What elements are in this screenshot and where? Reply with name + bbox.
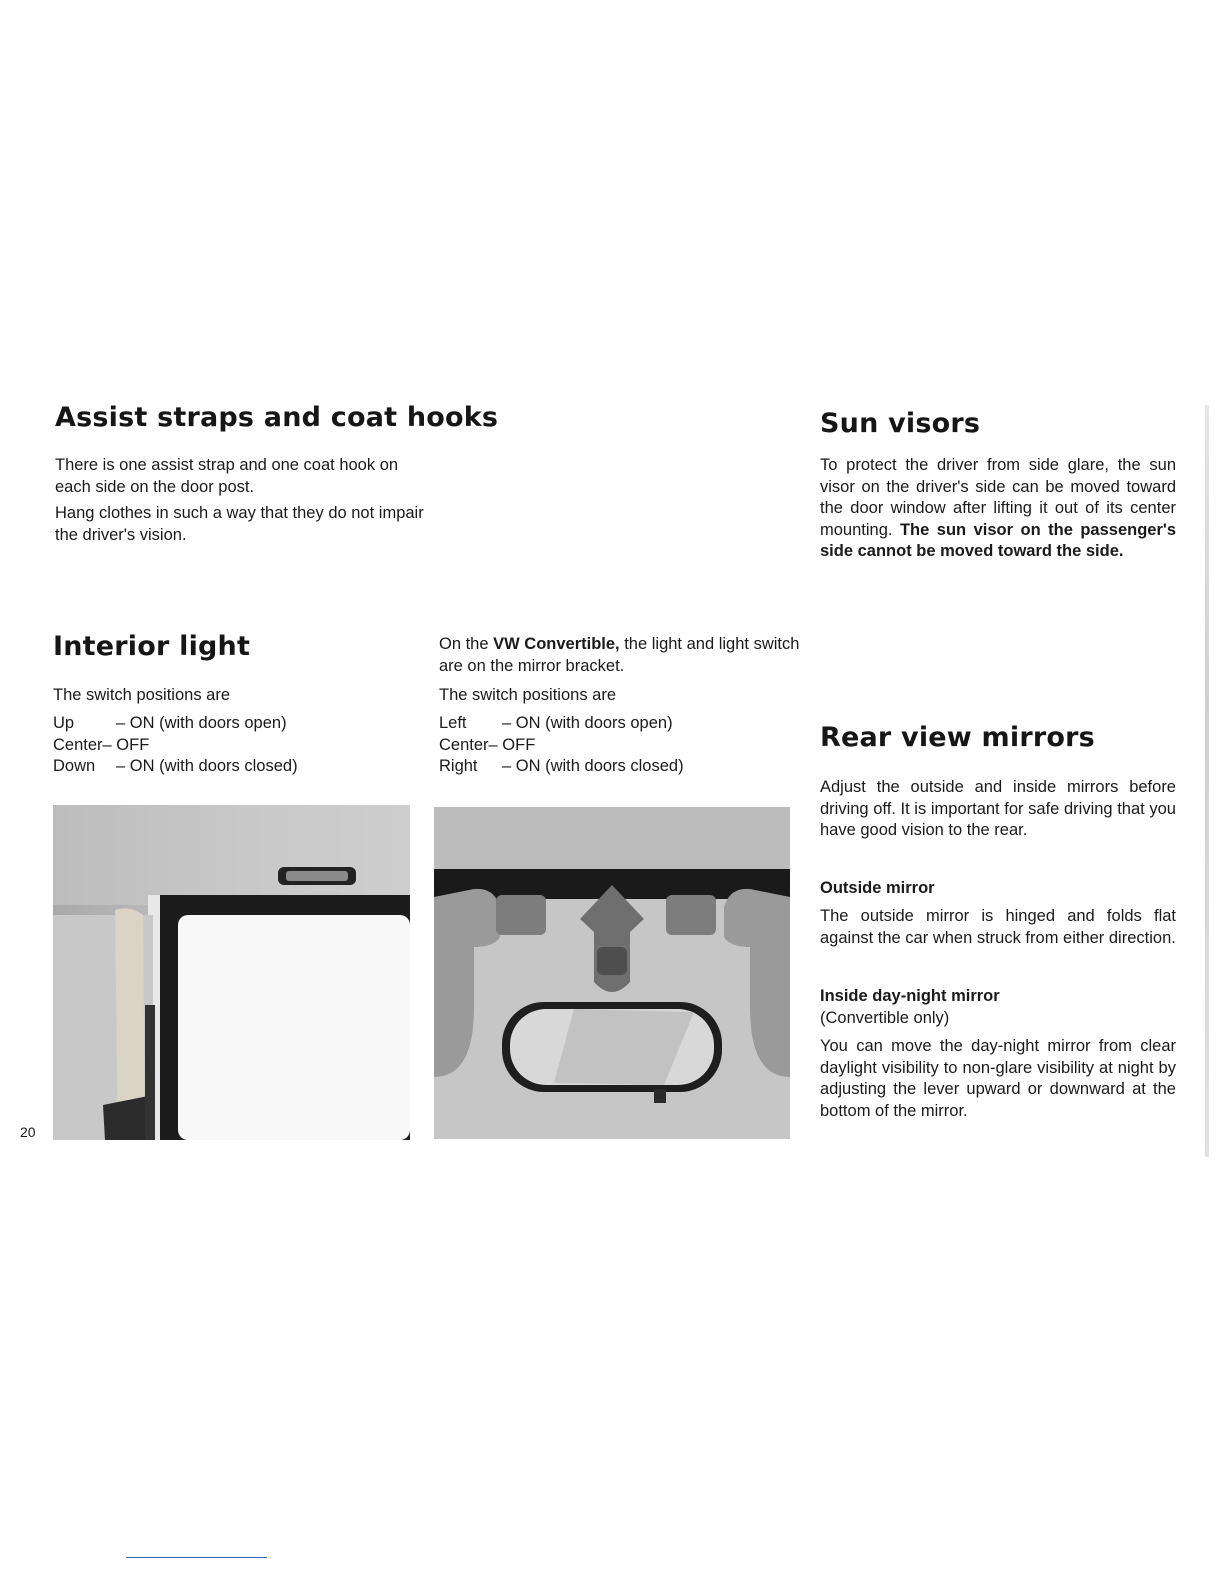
switch-position: Up (53, 714, 75, 732)
convertible-intro-text: On the (439, 635, 494, 653)
page-number: 20 (20, 1124, 36, 1140)
inside-mirror-subtitle: (Convertible only) (820, 1009, 950, 1027)
sun-visors-paragraph (820, 455, 1176, 563)
convertible-intro-text: the light and light switch are on the mirror bracket. (439, 635, 800, 675)
mirrors-paragraph: Adjust the outside and inside mirrors before driving off. It is important for safe driving that you have good vision to the rear. (820, 778, 1176, 839)
switch-position: Right (439, 757, 478, 775)
assist-heading: Assist straps and coat hooks (55, 402, 499, 433)
interior-switch-row (53, 713, 298, 735)
switch-state: – ON (with doors closed) (116, 757, 298, 775)
convertible-switch-row (439, 756, 684, 778)
switch-state: – OFF (488, 735, 536, 754)
switch-position: Left (439, 714, 467, 732)
page-edge-shadow (1205, 405, 1209, 1157)
switch-state: – ON (with doors closed) (502, 757, 684, 775)
switch-position: Center (439, 735, 489, 754)
switch-position: Center (53, 735, 103, 754)
assist-paragraph-2: Hang clothes in such a way that they do not impair the driver's vision. (55, 504, 424, 544)
interior-switch-row (53, 756, 298, 778)
mirrors-heading: Rear view mirrors (820, 722, 1095, 753)
interior-light-heading: Interior light (53, 631, 251, 662)
mirror-bracket-photo (434, 807, 790, 1139)
interior-switch-intro: The switch positions are (53, 686, 230, 704)
convertible-intro (439, 634, 809, 677)
outside-mirror-paragraph: The outside mirror is hinged and folds flat against the car when struck from either direction. (820, 907, 1176, 947)
convertible-switch-list (439, 713, 684, 778)
inside-mirror-paragraph: You can move the day-night mirror from clear daylight visibility to non-glare visibility at night by adjusting the lever upward or downward at the bottom of the mirror. (820, 1037, 1176, 1120)
outside-mirror-heading: Outside mirror (820, 879, 935, 897)
door-post-photo (53, 805, 410, 1140)
switch-position: Down (53, 757, 96, 775)
assist-paragraph-1: There is one assist strap and one coat hook on each side on the door post. (55, 456, 399, 496)
convertible-switch-intro: The switch positions are (439, 686, 616, 704)
sun-visors-text: To protect the driver from side glare, the sun visor on the driver's side can be moved toward the door window after lifting it out of its center mounting. (820, 456, 1176, 539)
convertible-switch-row (439, 713, 684, 735)
switch-state: – OFF (102, 735, 150, 754)
sun-visors-warning: The sun visor on the passenger's side cannot be moved toward the side. (820, 520, 1176, 560)
sun-visors-heading: Sun visors (820, 408, 981, 439)
switch-state: – ON (with doors open) (116, 714, 287, 732)
interior-switch-row (53, 735, 298, 757)
convertible-model-name: VW Convertible, (493, 635, 620, 653)
convertible-switch-row (439, 735, 684, 757)
footer-rule (126, 1557, 267, 1558)
switch-state: – ON (with doors open) (502, 714, 673, 732)
inside-mirror-heading: Inside day-night mirror (820, 987, 1000, 1005)
interior-switch-list (53, 713, 298, 778)
